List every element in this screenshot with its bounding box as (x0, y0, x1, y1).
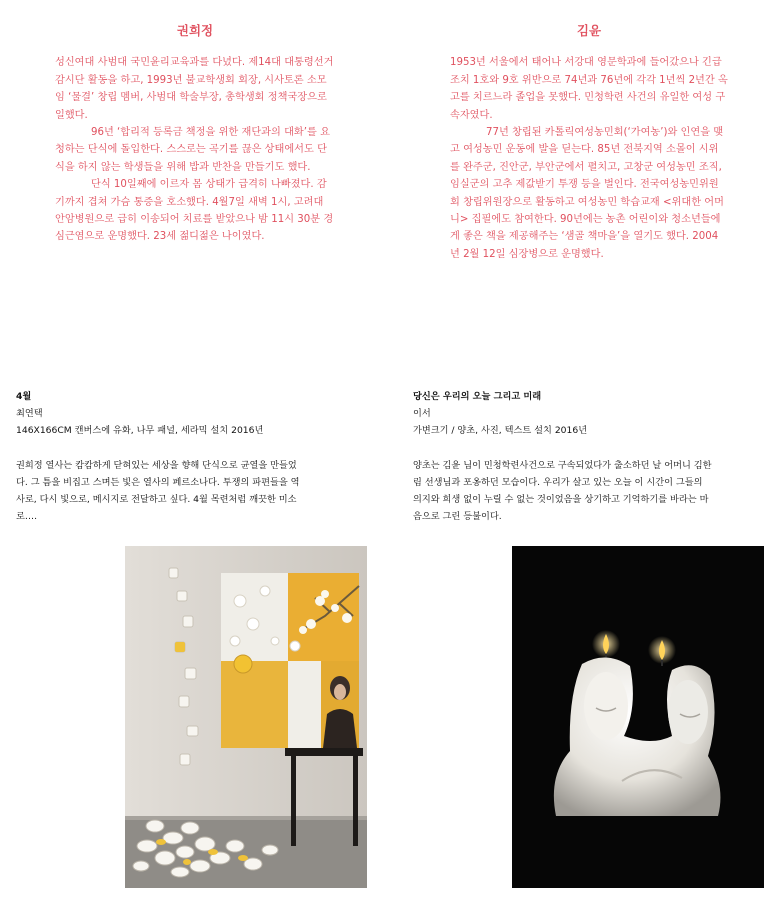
left-artwork-illustration (125, 546, 367, 888)
right-artwork-photo (512, 546, 764, 888)
left-bio-name: 권희정 (176, 23, 214, 38)
left-artwork-spec: 146X166CM 캔버스에 유화, 나무 패널, 세라믹 설치 2016년 (16, 425, 264, 436)
left-artwork-title: 4월 (16, 391, 32, 402)
left-bio (55, 22, 335, 246)
left-artwork-info (16, 388, 306, 525)
left-artwork-photo (125, 546, 367, 888)
right-bio-paragraph-1: 1953년 서울에서 태어나 서강대 영문학과에 들어갔으나 긴급조치 1호와 9호 위반으로 74년과 76년에 각각 1년씩 2년간 옥고를 치르느라 졸업을 못했다. 민청학련 사건의 유일한 여성 구속자였다. (450, 57, 728, 121)
right-bio-name: 김윤 (576, 23, 602, 38)
left-artwork-description: 권희정 열사는 캄캄하게 닫혀있는 세상을 향해 단식으로 균열을 만들었다. 그 틈을 비집고 스며든 빛은 열사의 페르소나다. 투쟁의 파편들을 역사로, 다시 빛으로, 메시지로 전달하고 싶다. 4월 목련처럼 깨끗한 미소로…. (16, 460, 300, 522)
left-bio-paragraph-2: 96년 ‘합리적 등록금 책정을 위한 재단과의 대화’를 요청하는 단식에 돌입한다. 스스로는 곡기를 끊은 상태에서도 단식을 하지 않는 학생들을 위해 밥과 반찬을 만들기도 했다. (55, 127, 330, 173)
right-bio-paragraph-2: 77년 창립된 카톨릭여성농민회(‘가여농’)와 인연을 맺고 여성농민 운동에 발을 딛는다. 85년 전북지역 소몰이 시위를 완주군, 진안군, 부안군에서 펼치고, 고창군 여성농민 조직, 임실군의 고추 제값받기 투쟁 등을 벌인다. 전국여성농민위원회 창립위원장으로 활동하고 여성농민 학습교재 <위대한 어머니> 집필에도 참여한다. 90년에는 농촌 어린이와 청소년들에게 좋은 책을 제공해주는 ‘샘골 책마을’을 열기도 했다. 2004년 2월 12일 심장병으로 운명했다. (450, 127, 724, 260)
right-artwork-description: 양초는 김윤 님이 민청학련사건으로 구속되었다가 출소하던 날 어머니 김한림 선생님과 포옹하던 모습이다. 우리가 살고 있는 오늘 이 시간이 그들의 의지와 희생 없이 누릴 수 없는 것이었음을 상기하고 기억하기를 바라는 마음으로 그린 등불이다. (413, 460, 712, 522)
left-artwork-artist: 최연택 (16, 408, 43, 419)
right-artwork-spec: 가변크기 / 양초, 사진, 텍스트 설치 2016년 (413, 425, 588, 436)
left-bio-paragraph-1: 성신여대 사범대 국민윤리교육과를 다녔다. 제14대 대통령선거 감시단 활동을 하고, 1993년 불교학생회 회장, 시사토론 소모임 ‘물결’ 창립 멤버, 사범대 학술부장, 총학생회 정책국장으로 일했다. (55, 57, 334, 121)
right-artwork-info (413, 388, 713, 525)
right-artwork-title: 당신은 우리의 오늘 그리고 미래 (413, 391, 542, 402)
right-artwork-illustration (512, 546, 764, 888)
left-bio-paragraph-3: 단식 10일째에 이르자 몸 상태가 급격히 나빠졌다. 감기까지 겹쳐 가슴 통증을 호소했다. 4월7일 새벽 1시, 고려대 안암병원으로 급히 이송되어 치료를 받았으나 밤 11시 30분 경 심근염으로 운명했다. 23세 젊디젊은 나이였다. (55, 179, 334, 243)
right-bio (450, 22, 728, 263)
right-artwork-artist: 이서 (413, 408, 431, 419)
